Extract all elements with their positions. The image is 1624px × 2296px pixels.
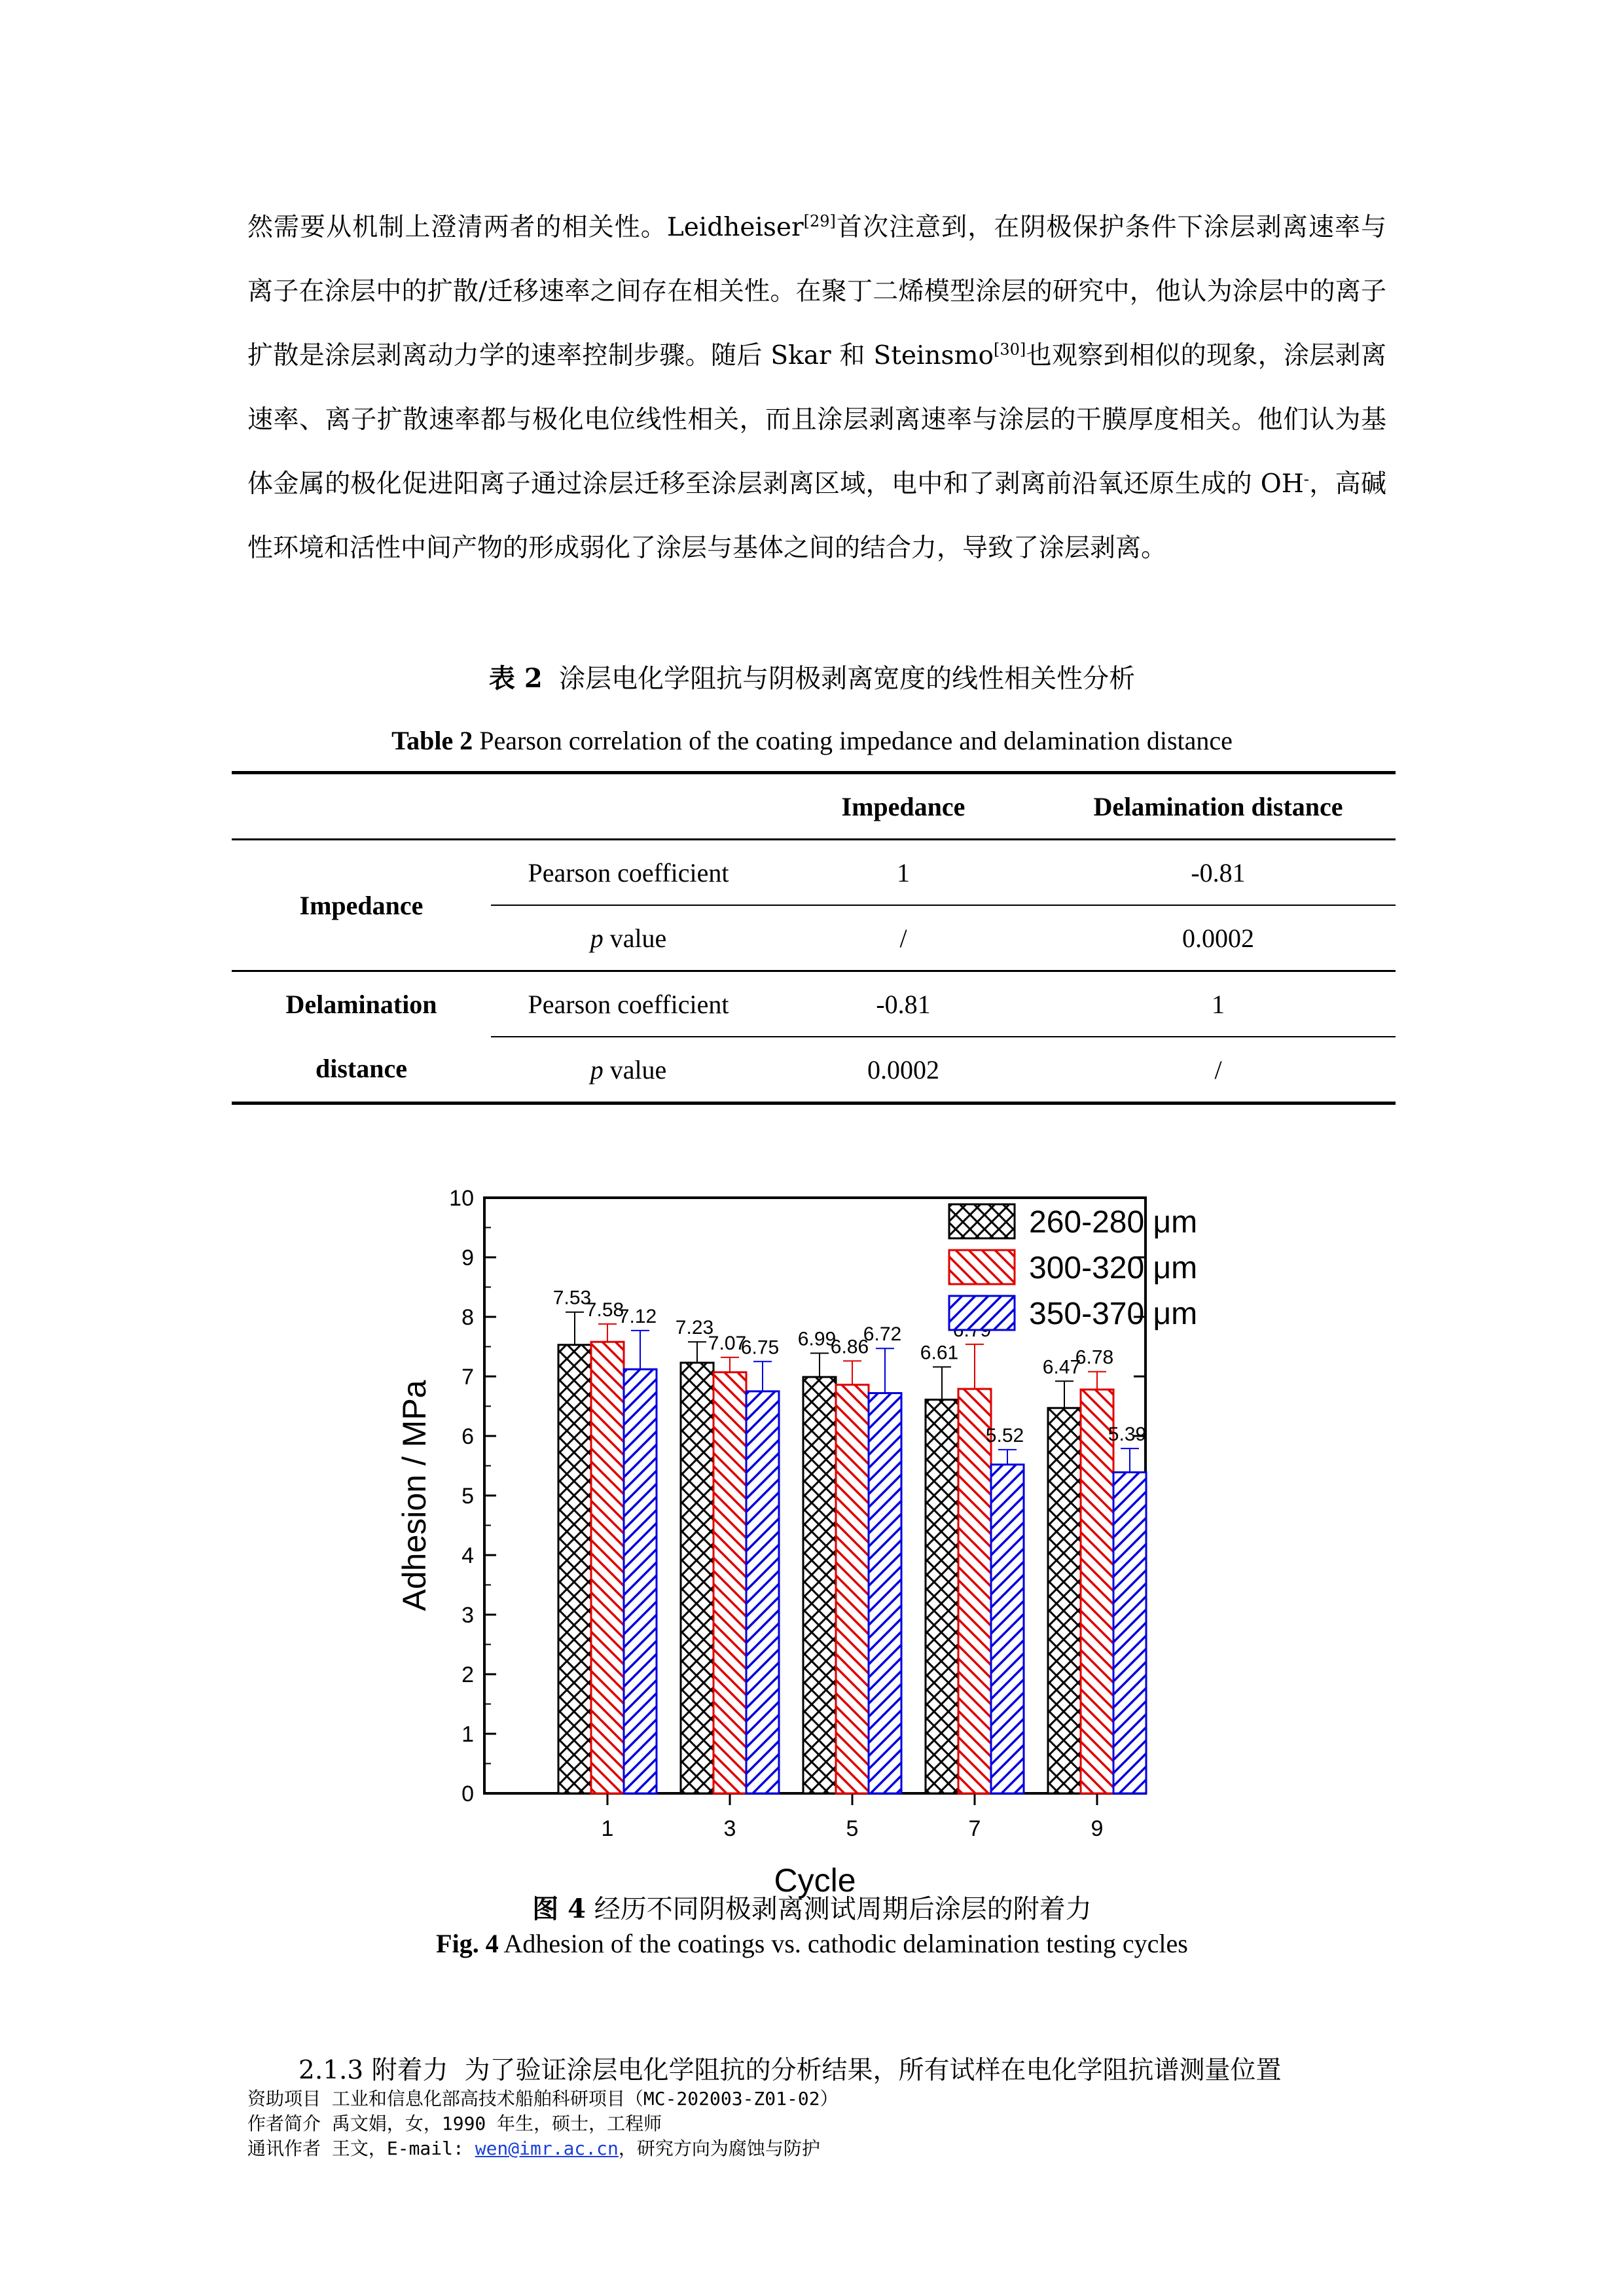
bar (958, 1389, 991, 1793)
data-label: 6.72 (863, 1323, 902, 1346)
y-tick-label: 7 (461, 1365, 474, 1390)
footnote-contact: 通讯作者 王文，E-mail: wen@imr.ac.cn，研究方向为腐蚀与防护 (247, 2138, 820, 2159)
table-caption-cn-text: 涂层电化学阻抗与阴极剥离宽度的线性相关性分析 (559, 664, 1136, 694)
paragraph-text: 首次注意到，在阴极保护条件下涂层剥离速率与离子在涂层中的扩散/迁移速率之间存在相关性。在聚丁二烯模型涂层的研究中，他认为涂层中的离子扩散是涂层剥离动力学的速率控制步骤。随后 Skar 和 Steinsmo (247, 213, 1386, 370)
bar (558, 1345, 591, 1793)
data-label: 6.78 (1075, 1346, 1114, 1369)
x-tick-label: 7 (968, 1816, 981, 1841)
x-axis-label: Cycle (774, 1862, 856, 1898)
table-cell: 1 (766, 840, 1041, 906)
table-cell: / (1041, 1037, 1396, 1103)
table-row (232, 840, 1396, 906)
legend-swatch (949, 1296, 1015, 1330)
data-label: 6.86 (830, 1336, 869, 1358)
bar (991, 1465, 1024, 1793)
section-text: 为了验证涂层电化学阻抗的分析结果，所有试样在电化学阻抗谱测量位置 (464, 2056, 1282, 2085)
x-tick-label: 3 (723, 1816, 736, 1841)
bar (591, 1342, 624, 1793)
bar (836, 1385, 869, 1793)
bar (681, 1363, 713, 1793)
table-caption-cn-label: 表 2 (488, 663, 543, 694)
data-label: 6.61 (920, 1342, 959, 1364)
adhesion-bar-chart (380, 1172, 1244, 1898)
row-label-pearson: Pearson coefficient (491, 840, 766, 906)
paragraph-text: 然需要从机制上澄清两者的相关性。Leidheiser (247, 213, 804, 242)
bar (713, 1372, 746, 1793)
figure-caption-cn (0, 1888, 1624, 1926)
x-tick-label: 1 (601, 1816, 614, 1841)
row-label-pearson: Pearson coefficient (491, 971, 766, 1037)
y-tick-label: 2 (461, 1662, 474, 1687)
legend-label: 300-320 μm (1029, 1251, 1198, 1285)
y-tick-label: 4 (461, 1543, 474, 1568)
email-link[interactable]: wen@imr.ac.cn (475, 2138, 619, 2159)
figure-caption-en-text: Adhesion of the coatings vs. cathodic delamination testing cycles (503, 1929, 1188, 1958)
table-caption-en (0, 725, 1624, 756)
table-cell: 0.0002 (766, 1037, 1041, 1103)
x-tick-label: 9 (1091, 1816, 1104, 1841)
footnote-author: 作者简介 禹文娟，女，1990 年生，硕士，工程师 (247, 2113, 662, 2134)
paragraph-text: ，高碱性环境和活性中间产物的形成弱化了涂层与基体之间的结合力，导致了涂层剥离。 (247, 469, 1386, 563)
y-tick-label: 0 (461, 1782, 474, 1806)
data-label: 7.23 (675, 1317, 714, 1339)
row-group-impedance: Impedance (232, 840, 491, 971)
y-tick-label: 6 (461, 1424, 474, 1449)
bar (1048, 1408, 1081, 1793)
y-tick-label: 9 (461, 1246, 474, 1270)
table-cell: 1 (1041, 971, 1396, 1037)
bar (624, 1369, 657, 1793)
data-label: 5.52 (985, 1424, 1024, 1446)
x-tick-label: 5 (846, 1816, 859, 1841)
data-label: 7.58 (585, 1299, 624, 1321)
footnote-fund: 资助项目 工业和信息化部高技术船舶科研项目（MC-202003-Z01-02） (247, 2088, 839, 2109)
legend-label: 260-280 μm (1029, 1205, 1198, 1240)
figure-caption-cn-label: 图 4 (532, 1893, 586, 1924)
y-tick-label: 8 (461, 1305, 474, 1330)
row-label-p-value: p value (491, 905, 766, 971)
data-label: 6.75 (740, 1336, 780, 1359)
legend-swatch (949, 1204, 1015, 1238)
table-row (232, 971, 1396, 1037)
body-paragraph (247, 196, 1386, 581)
data-label: 7.12 (618, 1305, 657, 1327)
y-axis-label: Adhesion / MPa (396, 1380, 433, 1611)
data-label: 5.39 (1108, 1424, 1147, 1446)
legend-label: 350-370 μm (1029, 1297, 1198, 1331)
table-cell: / (766, 905, 1041, 971)
ion-charge: - (1303, 470, 1309, 488)
legend-swatch (949, 1250, 1015, 1284)
table-header-row (232, 773, 1396, 840)
header-delamination: Delamination distance (1041, 773, 1396, 840)
table-caption-cn (0, 658, 1624, 695)
row-label-p-value: p value (491, 1037, 766, 1103)
figure-caption-cn-text: 经历不同阴极剥离测试周期后涂层的附着力 (594, 1894, 1092, 1924)
correlation-table (232, 771, 1396, 1105)
table-cell: -0.81 (766, 971, 1041, 1037)
data-label: 6.47 (1042, 1356, 1081, 1378)
table-caption-en-label: Table 2 (391, 726, 473, 755)
header-impedance: Impedance (766, 773, 1041, 840)
y-tick-label: 10 (449, 1186, 474, 1211)
data-label: 6.99 (797, 1328, 837, 1350)
y-tick-label: 3 (461, 1603, 474, 1628)
table-cell: -0.81 (1041, 840, 1396, 906)
table-cell: 0.0002 (1041, 905, 1396, 971)
bar (926, 1399, 958, 1793)
figure-caption-en (0, 1928, 1624, 1959)
y-tick-label: 5 (461, 1484, 474, 1509)
bar (1081, 1390, 1113, 1793)
data-label: 7.07 (708, 1332, 747, 1354)
paragraph-text: 也观察到相似的现象，涂层剥离速率、离子扩散速率都与极化电位线性相关，而且涂层剥离速率与涂层的干膜厚度相关。他们认为基体金属的极化促进阳离子通过涂层迁移至涂层剥离区域，电中和了剥离前沿氧还原生成的 OH (247, 341, 1386, 499)
citation-superscript: [29] (803, 212, 836, 230)
y-tick-label: 1 (461, 1722, 474, 1747)
bar (746, 1391, 779, 1793)
row-group-delamination: Delamination distance (232, 971, 491, 1103)
bar (869, 1393, 901, 1793)
table-caption-en-text: Pearson correlation of the coating impedance and delamination distance (479, 726, 1233, 755)
bar (803, 1377, 836, 1793)
figure-caption-en-label: Fig. 4 (436, 1929, 499, 1958)
citation-superscript: [30] (994, 340, 1026, 359)
section-heading: 2.1.3 附着力 (298, 2056, 448, 2085)
bar (1113, 1473, 1146, 1793)
data-label: 7.53 (552, 1287, 592, 1309)
